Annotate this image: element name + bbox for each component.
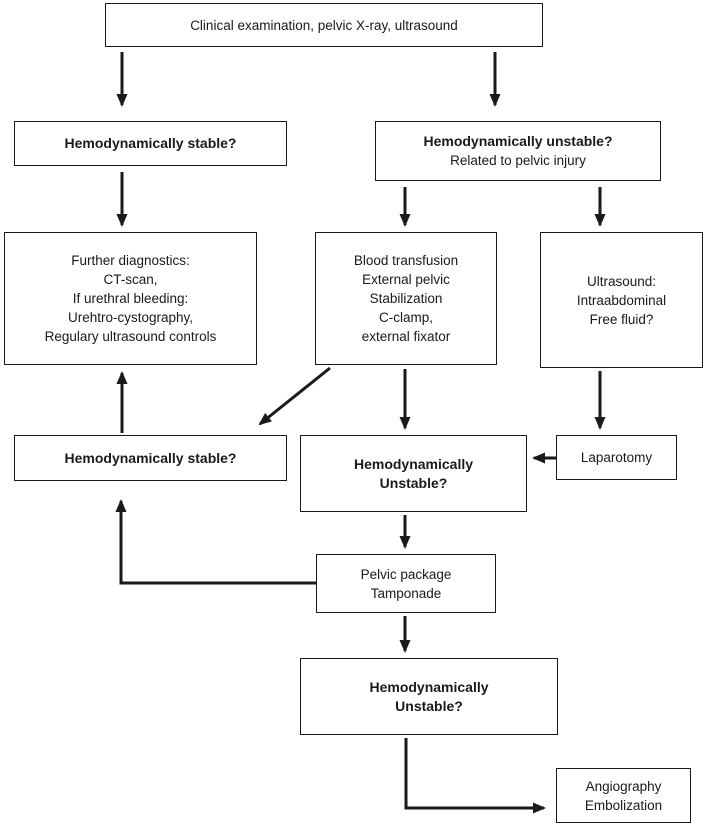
node-hemodynamically-unstable-bottom-line: Hemodynamically (369, 678, 489, 695)
node-blood-transfusion-line: external fixator (361, 329, 451, 344)
node-pelvic-package (316, 554, 496, 613)
node-laparotomy-label: Laparotomy (580, 450, 653, 465)
node-blood-transfusion-line: Stabilization (369, 291, 443, 306)
node-clinical-examination (105, 3, 543, 47)
node-hemodynamically-unstable-bottom-line: Unstable? (395, 697, 463, 714)
node-further-diagnostics-line: Further diagnostics: (71, 253, 190, 268)
node-further-diagnostics (4, 232, 257, 365)
node-blood-transfusion-line: C-clamp, (378, 310, 433, 325)
node-ultrasound-free-fluid-line: Ultrasound: (586, 273, 657, 289)
arrow-package-to-stable-mid (121, 501, 316, 583)
node-angiography-embolization-line: Embolization (584, 797, 663, 813)
node-further-diagnostics-line: Urehtro-cystography, (67, 310, 194, 325)
node-clinical-examination-label: Clinical examination, pelvic X-ray, ultrasound (190, 17, 458, 33)
arrow-transfusion-to-stable-mid (260, 368, 330, 424)
node-further-diagnostics-line: CT-scan, (103, 272, 158, 287)
node-laparotomy (556, 435, 677, 480)
node-hemodynamically-unstable-mid-line: Hemodynamically (353, 455, 474, 472)
node-hemodynamically-stable-mid (14, 435, 287, 481)
node-hemodynamically-stable-mid-label: Hemodynamically stable? (64, 449, 237, 466)
node-pelvic-package-line: Tamponade (370, 585, 442, 601)
node-angiography-embolization-line: Angiography (585, 778, 662, 794)
node-ultrasound-free-fluid-line: Free fluid? (589, 311, 654, 327)
node-pelvic-package-line: Pelvic package (360, 566, 452, 582)
node-hemodynamically-stable-top (14, 121, 287, 166)
node-blood-transfusion-line: External pelvic (362, 272, 450, 287)
arrow-unstable-bottom-to-angiography (406, 738, 544, 808)
node-hemodynamically-unstable-top-title: Hemodynamically unstable? (423, 133, 613, 149)
node-ultrasound-free-fluid (540, 232, 703, 368)
node-hemodynamically-unstable-top-subtitle: Related to pelvic injury (450, 153, 586, 168)
node-ultrasound-free-fluid-line: Intraabdominal (576, 292, 667, 308)
node-blood-transfusion-line: Blood transfusion (353, 253, 459, 268)
node-angiography-embolization (556, 768, 691, 823)
node-hemodynamically-unstable-mid (300, 435, 527, 512)
node-hemodynamically-unstable-top (375, 121, 661, 181)
node-hemodynamically-stable-top-label: Hemodynamically stable? (64, 135, 237, 151)
node-hemodynamically-unstable-bottom (300, 658, 558, 735)
node-hemodynamically-unstable-mid-line: Unstable? (379, 474, 448, 491)
node-further-diagnostics-line: Regulary ultrasound controls (44, 329, 217, 344)
node-further-diagnostics-line: If urethral bleeding: (72, 291, 189, 306)
node-blood-transfusion (315, 232, 497, 365)
